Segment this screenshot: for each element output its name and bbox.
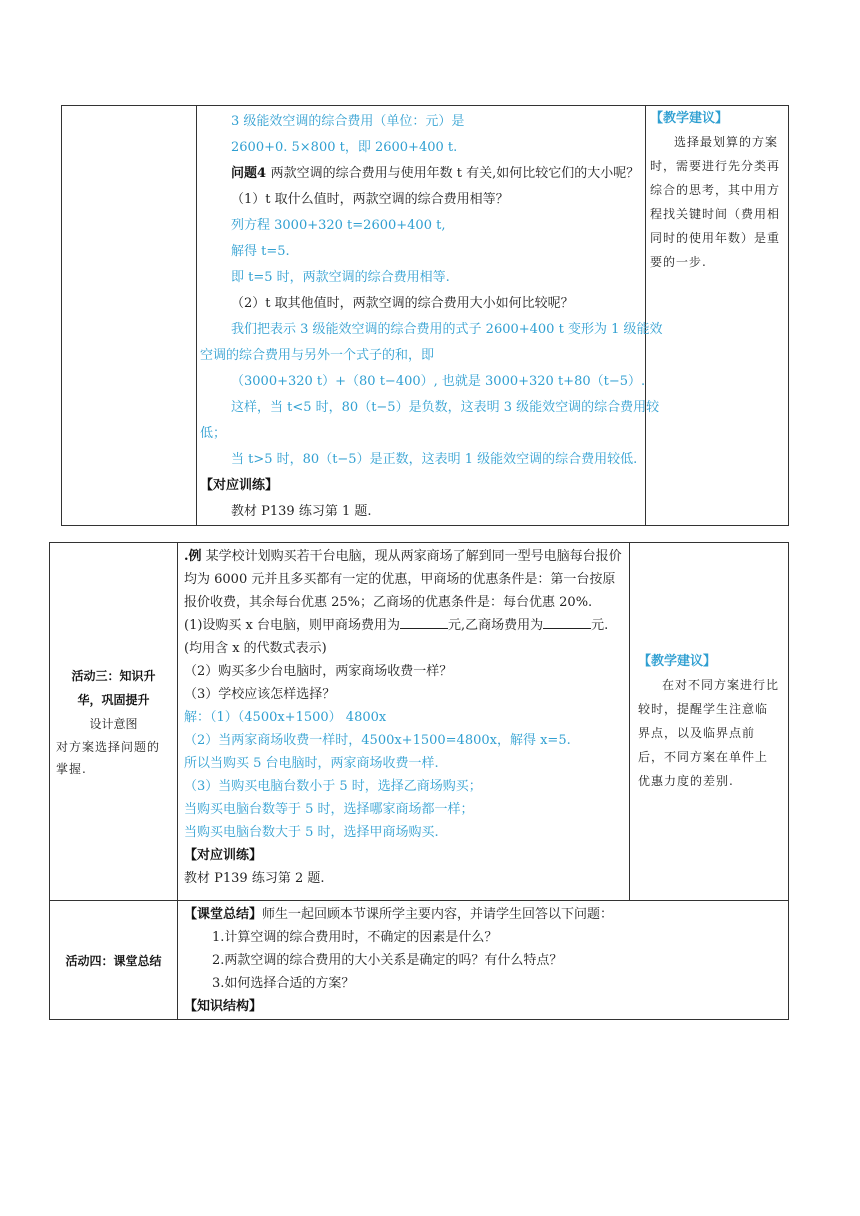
- line-text: （3000+320 t）+（80 t−400）, 也就是 3000+320 t+80（t−5）.: [231, 374, 646, 389]
- line-text: （1）t 取什么值时，两款空调的综合费用相等？: [231, 192, 509, 207]
- design-intent-body: 对方案选择问题的掌握.: [56, 739, 161, 776]
- content-line: [200, 109, 645, 135]
- content-line: [200, 369, 645, 395]
- line-text: （2）t 取其他值时，两款空调的综合费用大小如何比较呢？: [231, 296, 574, 311]
- line-text: 低；: [200, 426, 227, 441]
- line-text: 教材 P139 练习第 1 题.: [231, 504, 372, 519]
- line-text: 解得 t=5.: [231, 244, 290, 259]
- activity-four-cell: [50, 901, 178, 1020]
- line-text: 这样，当 t<5 时，80（t−5）是负数，这表明 3 级能效空调的综合费用较: [231, 400, 660, 415]
- content-line: [200, 135, 645, 161]
- activity-three-cell: [50, 543, 178, 901]
- content-lines: [197, 106, 663, 525]
- training-title: 【对应训练】: [184, 848, 263, 863]
- activity-cell-empty: [62, 106, 197, 526]
- answer-blank-1: [400, 614, 448, 629]
- answer-line: 所以当购买 5 台电脑时，两家商场收费一样.: [184, 756, 439, 771]
- activity-three-title: 活动三：知识升华，巩固提升: [71, 668, 156, 707]
- line-text: 列方程 3000+320 t=2600+400 t,: [231, 218, 446, 233]
- teaching-note-title: 【教学建议】: [650, 111, 729, 126]
- lesson-table-2: [49, 542, 789, 1020]
- summary-cell: [178, 901, 789, 1020]
- example-q1: [184, 614, 623, 660]
- summary-text: 师生一起回顾本节课所学主要内容，并请学生回答以下问题：: [262, 907, 614, 922]
- content-line: [200, 473, 645, 499]
- teaching-note-body: 选择最划算的方案时，需要进行先分类再综合的思考，其中用方程找关键时间（费用相同时的使用年数）是重要的一步.: [650, 135, 781, 269]
- line-text: 当 t>5 时，80（t−5）是正数，这表明 1 级能效空调的综合费用较低.: [231, 452, 638, 467]
- content-line: [200, 161, 645, 187]
- content-line: [200, 317, 663, 343]
- summary-question: 3.如何选择合适的方案？: [212, 976, 355, 991]
- example-text: 某学校计划购买若干台电脑，现从两家商场了解到同一型号电脑每台报价均为 6000 元并且多买都有一定的优惠，甲商场的优惠条件是：第一台按原报价收费，其余每台优惠 25%；乙商场的优惠条件是：每台优惠 20%.: [184, 549, 622, 610]
- content-line: [200, 213, 645, 239]
- line-text: 两款空调的综合费用与使用年数 t 有关,如何比较它们的大小呢？: [270, 166, 640, 181]
- summary-intro: [184, 903, 782, 926]
- example-problem: [184, 545, 623, 614]
- content-cell: [197, 106, 663, 526]
- content-line: [200, 239, 645, 265]
- activity-four-title: 活动四：课堂总结: [65, 953, 162, 968]
- content-line: [200, 447, 645, 473]
- lesson-table-1: [61, 105, 789, 526]
- teaching-note-body-2: 在对不同方案进行比较时，提醒学生注意临界点，以及临界点前后，不同方案在单件上优惠力度的差别.: [638, 677, 780, 788]
- summary-question: 2.两款空调的综合费用的大小关系是确定的吗？有什么特点？: [212, 953, 563, 968]
- summary-question: 1.计算空调的综合费用时，不确定的因素是什么？: [212, 930, 498, 945]
- line-text: 空调的综合费用与另外一个式子的和，即: [200, 348, 435, 363]
- q1-part-a: (1)设购买 x 台电脑，则甲商场费用为: [184, 618, 401, 633]
- content-line: [200, 291, 645, 317]
- question-label: 问题4: [231, 166, 271, 181]
- q1-part-b: 元,乙商场费用为: [448, 618, 544, 633]
- answer-line: （2）当两家商场收费一样时，4500x+1500=4800x，解得 x=5.: [184, 733, 571, 748]
- example-q2: （2）购买多少台电脑时，两家商场收费一样？: [184, 664, 453, 679]
- line-text: 3 级能效空调的综合费用（单位：元）是: [231, 114, 465, 129]
- line-text: 即 t=5 时，两款空调的综合费用相等.: [231, 270, 450, 285]
- content-line: [200, 187, 645, 213]
- teaching-note-title-2: 【教学建议】: [638, 653, 717, 669]
- answer-line: 解：（1）（4500x+1500） 4800x: [184, 710, 387, 725]
- content-line: [200, 343, 645, 369]
- answer-line: （3）当购买电脑台数小于 5 时，选择乙商场购买；: [184, 779, 482, 794]
- line-text: 2600+0. 5×800 t，即 2600+400 t.: [231, 140, 458, 155]
- example-answers: [184, 706, 623, 844]
- q1-part-c: 元.(均用含 x 的代数式表示): [184, 618, 609, 656]
- answer-line: 当购买电脑台数等于 5 时，选择哪家商场都一样；: [184, 802, 474, 817]
- line-text: 【对应训练】: [200, 478, 279, 493]
- example-cell: [178, 543, 630, 901]
- teaching-note-cell: [646, 106, 789, 526]
- content-line: [200, 421, 645, 447]
- line-text: 我们把表示 3 级能效空调的综合费用的式子 2600+400 t 变形为 1 级能效: [231, 322, 663, 337]
- content-line: [200, 395, 660, 421]
- training-text: 教材 P139 练习第 2 题.: [184, 871, 325, 886]
- content-line: [200, 265, 645, 291]
- example-q3: （3）学校应该怎样选择？: [184, 687, 336, 702]
- teaching-note-cell-2: [630, 543, 789, 901]
- answer-line: 当购买电脑台数大于 5 时，选择甲商场购买.: [184, 825, 439, 840]
- summary-label: 【课堂总结】: [184, 907, 263, 922]
- knowledge-structure-title: 【知识结构】: [184, 999, 263, 1014]
- answer-blank-2: [543, 614, 591, 629]
- summary-questions: [184, 926, 782, 995]
- design-intent-title: 设计意图: [89, 716, 138, 731]
- example-label: .例: [184, 549, 202, 564]
- content-line: [200, 499, 645, 525]
